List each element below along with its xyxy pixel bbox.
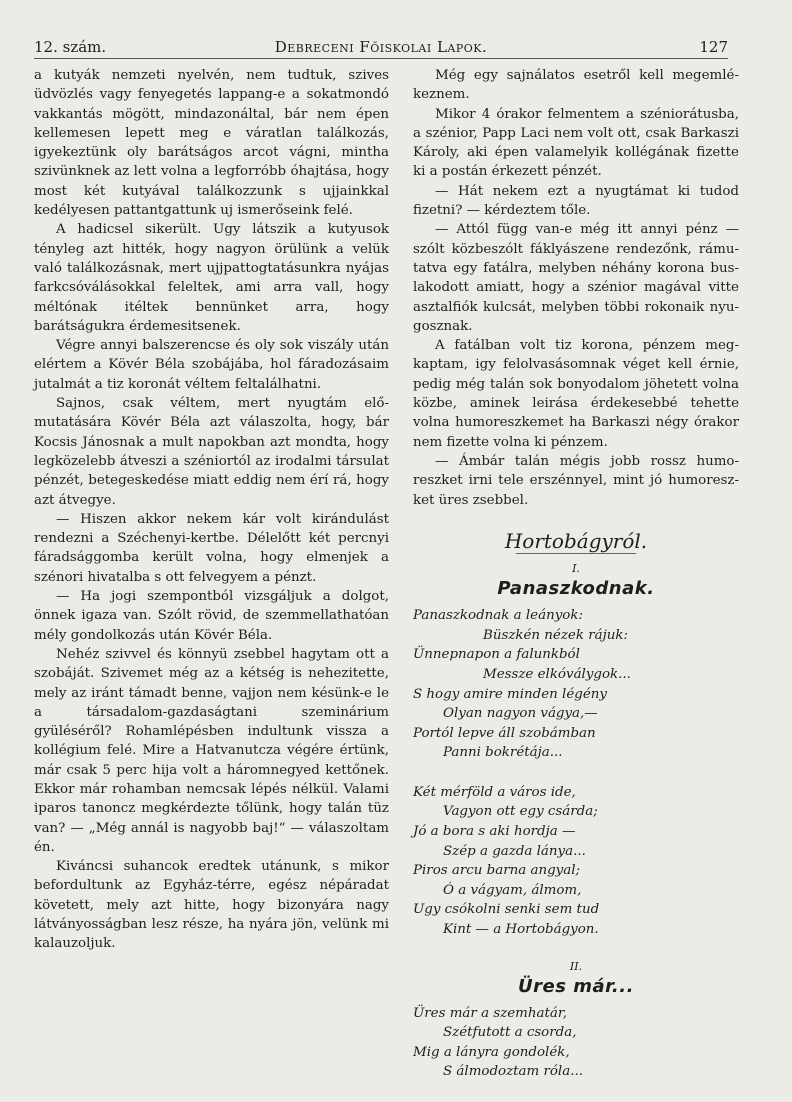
left-column — [34, 66, 389, 954]
paragraph: — Hiszen akkor nekem kár volt kirándulást rendezni a Széchenyi-kertbe. Délelőtt két percnyi fáradsággomba került volna, hogy elmenjek a szénori hivatalba s ott felvegyem a pénzt. — [34, 511, 389, 585]
paragraph: A hadicsel sikerült. Ugy látszik a kutyusok tényleg azt hitték, hogy nagyon örülünk a velük való találkozásnak, mert ujjpattogtatásunkra nyájas farkcsóválásokkal feleltek, ami arra vall, hogy méltónak itéltek bennünket arra, hogy barátságukra érdemesitsenek. — [34, 222, 389, 334]
paragraph: A fatálban volt tiz korona, pénzem megkaptam, igy felolvasásomnak véget kell érnie, pedig még talán sok bonyodalom jöhetett volna közbe, aminek leirása érdekesebbé tehette volna humoreszkemet ha Barkaszi négy órakor nem fizette volna ki pénzem. — [413, 338, 739, 450]
right-column — [413, 66, 739, 1102]
paragraph: — Hát nekem ezt a nyugtámat ki tudod fizetni? — kérdeztem tőle. — [413, 183, 739, 219]
verse-line: Kint — a Hortobágyon. — [443, 922, 599, 938]
verse-line: Piros arcu barna angyal; — [413, 863, 580, 879]
paragraph: a kutyák nemzeti nyelvén, nem tudtuk, szives üdvözlés vagy fenyegetés lappang-e a sokatmondó vakkantás mögött, mindazonáltal, bár nem épen kellemesen lepett meg e váratlan találkozás, igyekeztünk oly barátságos arcot vágni, mintha szivünknek az lett volna a legforróbb óhajtása, hogy most két kutyával találkozzunk s ujjainkkal kedélyesen pattantgattunk uj ismerőseink felé. — [34, 68, 389, 219]
verse-line: Olyan nagyon vágya,— — [443, 706, 598, 722]
stanza — [413, 783, 739, 940]
section-title: Üres már... — [518, 975, 634, 997]
verse-line: Jó a bora s aki hordja — — [413, 824, 576, 840]
paragraph: Végre annyi balszerencse és oly sok viszály után elértem a Kövér Béla szobájába, hol fáradozásaim jutalmát a tiz koronát véltem feltalálhatni. — [34, 338, 389, 392]
paragraph: — Ha jogi szempontból vizsgáljuk a dolgot, önnek igaza van. Szólt rövid, de szemmellathatóan mély gondolkozás után Kövér Béla. — [34, 589, 389, 643]
section-number: I. — [572, 562, 580, 576]
verse-line: Vagyon ott egy csárda; — [443, 804, 598, 820]
verse-line: Szétfutott a csorda, — [443, 1025, 577, 1041]
journal-title: Debreceni Főiskolai Lapok. — [274, 38, 488, 56]
stanza — [413, 1004, 739, 1082]
page-number: 127 — [699, 38, 728, 56]
verse-line: Portól lepve áll szobámban — [413, 725, 596, 741]
verse-line: Mig a lányra gondolék, — [413, 1044, 570, 1060]
verse-line: Két mérföld a város ide, — [413, 784, 576, 800]
poem-title-text: Hortobágyról. — [504, 528, 648, 553]
paragraph: — Attól függ van-e még itt annyi pénz — szólt közbeszólt fáklyászene rendezőnk, rámutatva egy fatálra, melyben néhány korona buslakodott amiatt, hogy a szénior magával vitte asztalfiók kulcsát, melyben többi rokonaik nyugosznak. — [413, 222, 739, 334]
verse-line: Büszkén nézek rájuk: — [483, 627, 628, 643]
paragraph: Még egy sajnálatos esetről kell megemlékeznem. — [413, 68, 739, 103]
verse-line: Szép a gazda lánya... — [443, 843, 586, 859]
paragraph: Mikor 4 órakor felmentem a széniorátusba, a szénior, Papp Laci nem volt ott, csak Barkaszi Károly, aki épen valamelyik kollégának fizette ki a postán érkezett pénzét. — [413, 106, 739, 180]
paragraph: Sajnos, csak véltem, mert nyugtám előmutatására Kövér Béla azt válaszolta, hogy, bár Kocsis Jánosnak a mult napokban azt mondta, hogy legközelebb átveszi a széniortól az irodalmi társulat pénzét, betegeskedése miatt eddig nem érí rá, hogy azt átvegye. — [34, 396, 389, 508]
paragraph: — Ámbár talán mégis jobb rossz humoreszket irni tele erszénnyel, mint jó humoreszket üres zsebbel. — [413, 453, 739, 508]
poem-title — [413, 528, 739, 554]
verse-line: Ó a vágyam, álmom, — [443, 882, 582, 898]
verse-line: Üres már a szemhatár, — [413, 1005, 568, 1021]
verse-line: Panni bokrétája... — [443, 745, 563, 761]
verse-line: S álmodoztam róla... — [443, 1064, 583, 1080]
issue-number: 12. szám. — [34, 38, 107, 56]
title-underline — [516, 553, 636, 554]
verse-line: Panaszkodnak a leányok: — [413, 608, 583, 624]
page-header — [34, 36, 728, 59]
paragraph: Kiváncsi suhancok eredtek utánunk, s mikor befordultunk az Egyház-térre, egész népáradat követett, mely azt hitte, hogy bizonyára nagy látványosságban lesz része, ha nyára jön, velünk mi kalauzoljuk. — [34, 859, 389, 952]
verse-line: Ünnepnapon a falunkból — [413, 647, 580, 663]
stanza — [413, 606, 739, 763]
section-title: Panaszkodnak. — [497, 578, 655, 600]
paragraph: Nehéz szivvel és könnyü zsebbel hagytam ott a szobáját. Szivemet még az a kétség is nehezitette, mely az iránt támadt benne, vajjon nem késünk-e le a társadalom-gazdaságtani szeminárium gyüléséről? Rohamlépésben indultunk vissza a kollégium felé. Mire a Hatvanutcza végére értünk, már csak 5 perc hija volt a háromnegyed kettőnek. Ekkor már rohamban nemcsak lépés nélkül. Valami iparos tanoncz megkérdezte tőlünk, hogy talán tüz van? — „Még annál is nagyobb baj!“ — válaszoltam én. — [34, 646, 389, 855]
verse-line: Ugy csókolni senki sem tud — [413, 902, 600, 918]
verse-line: S hogy amire minden légény — [413, 686, 607, 702]
poem — [413, 528, 739, 1082]
section-number: II. — [569, 959, 583, 973]
verse-line: Messze elkóválygok... — [483, 666, 631, 682]
